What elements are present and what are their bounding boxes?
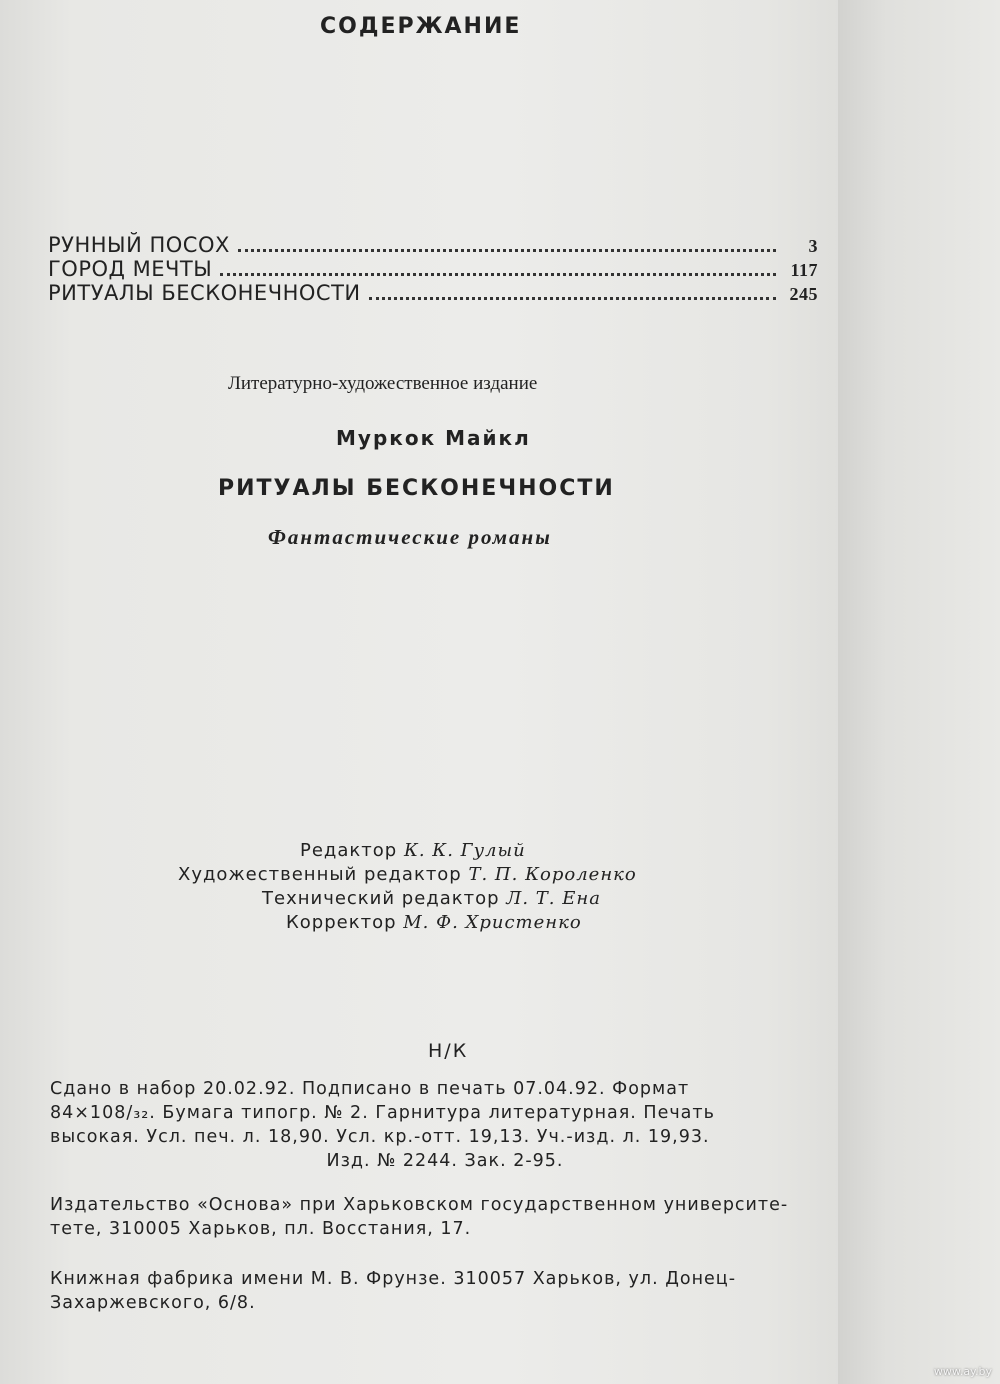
factory-line: Захаржевского, 6/8. <box>50 1293 256 1313</box>
print-data-block <box>50 1077 840 1173</box>
edition-type: Литературно-художественное издание <box>228 373 538 394</box>
credit-role: Корректор <box>286 912 397 933</box>
print-data-line: Сдано в набор 20.02.92. Подписано в печать 07.04.92. Формат <box>50 1079 690 1099</box>
credit-tech-editor <box>262 888 601 909</box>
publisher-block <box>50 1193 840 1241</box>
author-name: Муркок Майкл <box>336 426 531 450</box>
toc-entry-page: 117 <box>790 260 818 280</box>
toc-entry <box>48 257 818 281</box>
genre-subtitle: Фантастические романы <box>268 525 552 549</box>
credit-person: Т. П. Короленко <box>468 864 637 885</box>
toc-entry-title: РУННЫЙ ПОСОХ <box>48 233 230 257</box>
toc-entry <box>48 281 818 305</box>
print-data-line: Изд. № 2244. Зак. 2-95. <box>326 1151 564 1171</box>
toc-entry-page: 3 <box>808 236 818 256</box>
circulation-mark: Н/К <box>428 1040 469 1062</box>
toc-leader-dots <box>220 272 776 276</box>
toc-leader-dots <box>238 248 776 252</box>
print-data-line: высокая. Усл. печ. л. 18,90. Усл. кр.-отт. 19,13. Уч.-изд. л. 19,93. <box>50 1127 710 1147</box>
credit-role: Технический редактор <box>262 888 500 909</box>
credit-role: Редактор <box>300 840 398 861</box>
contents-heading: СОДЕРЖАНИЕ <box>320 14 522 39</box>
publisher-line: Издательство «Основа» при Харьковском государственном университе- <box>50 1195 789 1215</box>
toc-entry-page: 245 <box>789 284 818 304</box>
toc-leader-dots <box>369 296 776 300</box>
credit-person: К. К. Гулый <box>403 840 526 861</box>
credit-role: Художественный редактор <box>178 864 462 885</box>
toc-entry-title: ГОРОД МЕЧТЫ <box>48 257 213 281</box>
print-data-line: 84×108/₃₂. Бумага типогр. № 2. Гарнитура литературная. Печать <box>50 1103 715 1123</box>
book-title: РИТУАЛЫ БЕСКОНЕЧНОСТИ <box>218 476 615 501</box>
factory-line: Книжная фабрика имени М. В. Фрунзе. 310057 Харьков, ул. Донец- <box>50 1269 737 1289</box>
credit-editor <box>300 840 526 861</box>
credit-person: Л. Т. Ена <box>506 888 601 909</box>
factory-block <box>50 1267 840 1315</box>
credit-proofreader <box>286 912 582 933</box>
credit-art-editor <box>178 864 637 885</box>
watermark: www.ay.by <box>933 1365 992 1378</box>
table-of-contents <box>48 233 818 305</box>
toc-entry-title: РИТУАЛЫ БЕСКОНЕЧНОСТИ <box>48 281 361 305</box>
credit-person: М. Ф. Христенко <box>403 912 582 933</box>
toc-entry <box>48 233 818 257</box>
publisher-line: тете, 310005 Харьков, пл. Восстания, 17. <box>50 1219 472 1239</box>
facing-page-edge <box>838 0 1000 1384</box>
